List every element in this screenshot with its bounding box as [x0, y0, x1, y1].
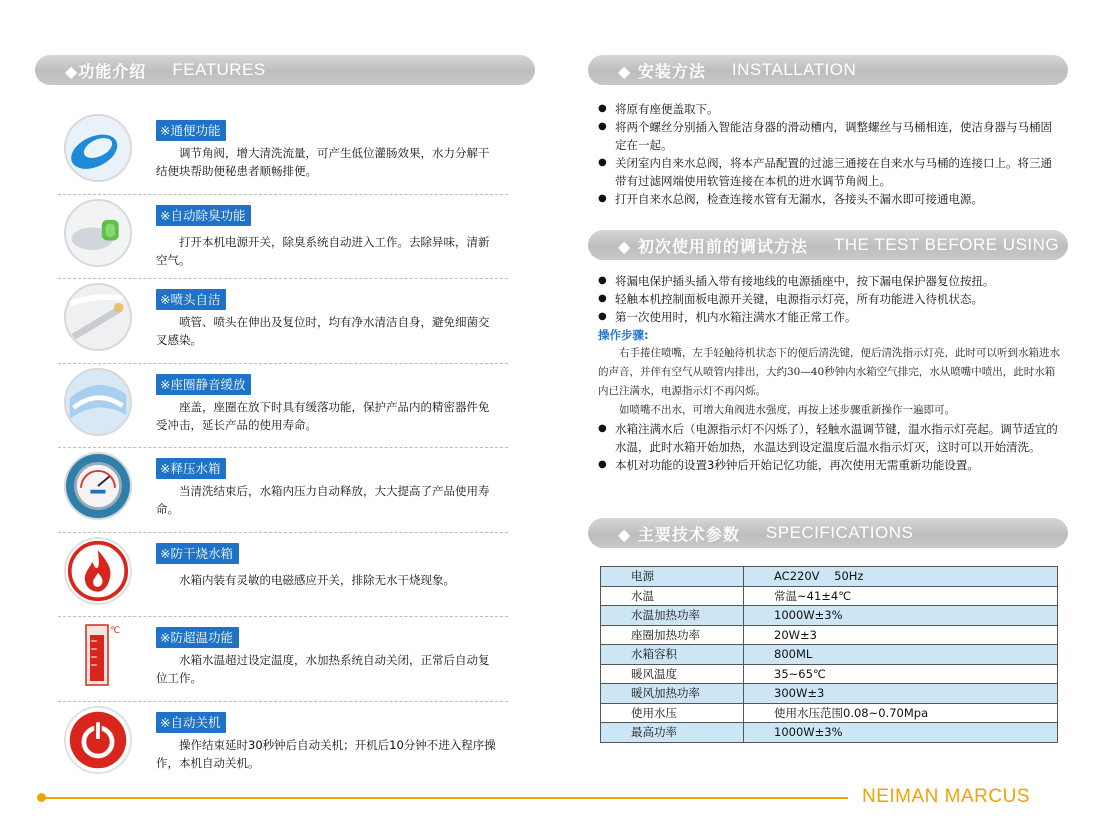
test-section [598, 272, 1063, 474]
features-header [35, 55, 535, 85]
feature-item [58, 533, 508, 618]
installation-step: ● 打开自来水总阀，检查连接水管有无漏水，各接头不漏水即可接通电源。 [598, 190, 1063, 208]
feature-item [58, 195, 508, 280]
feature-title: ※自动除臭功能 [156, 205, 251, 226]
feature-title: ※释压水箱 [156, 458, 226, 479]
feature-item [58, 110, 508, 195]
table-row [601, 664, 1058, 684]
water-temp-note: ● 水箱注满水后（电源指示灯不闪烁了），轻触水温调节键，温水指示灯亮起。调节适宜的水温，此时水箱开始加热，水温达到设定温度后温水指示灯灭，这时可以开始清洗。 [598, 420, 1063, 456]
features-list [58, 110, 508, 786]
installation-step: ● 将两个螺丝分别插入智能洁身器的滑动槽内，调整螺丝与马桶相连，使洁身器与马桶固定在一起。 [598, 118, 1063, 154]
spec-key: 暖风加热功率 [601, 684, 744, 704]
feature-desc: 打开本机电源开关，除臭系统自动进入工作。去除异味，清新空气。 [156, 234, 490, 267]
feature-item [58, 617, 508, 702]
installation-step: ● 将原有座便盖取下。 [598, 100, 1063, 118]
specs-header-cn: ◆ 主要技术参数 [618, 524, 740, 544]
feature-title: ※喷头自洁 [156, 289, 226, 310]
installation-header-cn: ◆ 安装方法 [618, 61, 706, 81]
brand-name: NEIMAN MARCUS [862, 786, 1031, 807]
table-row [601, 567, 1058, 587]
spec-value: 1000W±3% [744, 606, 1058, 626]
feature-desc: 操作结束延时30秒钟后自动关机；开机后10分钟不进入程序操作，本机自动关机。 [156, 737, 496, 770]
feature-title: ※自动关机 [156, 712, 226, 733]
feature-title: ※防干烧水箱 [156, 543, 239, 564]
footer-line [42, 797, 848, 799]
installation-list [598, 100, 1063, 208]
operation-steps-label: 操作步骤: [598, 328, 649, 342]
test-step: ● 将漏电保护插头插入带有接地线的电源插座中，按下漏电保护器复位按扭。 [598, 272, 1063, 290]
spec-key: 最高功率 [601, 723, 744, 743]
flame-icon [64, 537, 132, 605]
feature-title: ※座圈静音缓放 [156, 374, 251, 395]
table-row [601, 703, 1058, 723]
operation-steps-note: 如喷嘴不出水，可增大角阀进水强度，再按上述步骤重新操作一遍即可。 [619, 404, 955, 416]
memory-note: ● 本机对功能的设置3秒钟后开始记忆功能，再次使用无需重新功能设置。 [598, 456, 1063, 474]
spec-value: AC220V 50Hz [744, 567, 1058, 587]
spec-key: 水温 [601, 586, 744, 606]
table-row [601, 684, 1058, 704]
table-row [601, 723, 1058, 743]
feature-item [58, 448, 508, 533]
nozzle-icon [64, 283, 132, 351]
feature-title: ※通便功能 [156, 120, 226, 141]
spec-value: 800ML [744, 645, 1058, 665]
spec-key: 使用水压 [601, 703, 744, 723]
spec-value: 35~65℃ [744, 664, 1058, 684]
test-header-cn: ◆ 初次使用前的调试方法 [618, 236, 808, 256]
spec-key: 水箱容积 [601, 645, 744, 665]
table-row [601, 625, 1058, 645]
feature-desc: 水箱内装有灵敏的电磁感应开关，排除无水干烧现象。 [179, 572, 455, 587]
operation-steps-text: 右手捲住喷嘴，左手轻触待机状态下的便后清洗键，便后清洗指示灯亮，此时可以听到水箱进水的声音，并伴有空气从喷管内排出，大约30—40秒钟内水箱空气排完，水从喷嘴中喷出，此时水箱内已注满水，电源指示灯不再闪烁。 [598, 347, 1060, 397]
specs-header [588, 518, 1068, 548]
features-header-cn: ◆功能介绍 [65, 61, 147, 81]
feature-item [58, 279, 508, 364]
power-icon [64, 706, 132, 774]
feature-desc: 当清洗结束后，水箱内压力自动释放，大大提高了产品使用寿命。 [156, 484, 490, 516]
spec-value: 20W±3 [744, 625, 1058, 645]
test-header-en: THE TEST BEFORE USING [833, 235, 1060, 254]
spec-value: 常温~41±4℃ [744, 586, 1058, 606]
svg-text:℃: ℃ [110, 626, 121, 636]
spec-key: 座圈加热功率 [601, 625, 744, 645]
feature-desc: 调节角阀，增大清洗流量，可产生低位灌肠效果，水力分解干结便块帮助便秘患者顺畅排便。 [156, 146, 490, 178]
spec-key: 暖风温度 [601, 664, 744, 684]
feature-desc: 喷管、喷头在伸出及复位时，均有净水清洁自身，避免细菌交叉感染。 [156, 315, 490, 347]
table-row [601, 645, 1058, 665]
feature-item [58, 364, 508, 449]
washing-wand-icon [64, 114, 132, 182]
installation-header-en: INSTALLATION [731, 60, 857, 79]
table-row [601, 606, 1058, 626]
specs-header-en: SPECIFICATIONS [765, 523, 914, 542]
feature-title: ※防超温功能 [156, 627, 239, 648]
spec-value: 1000W±3% [744, 723, 1058, 743]
installation-header [588, 55, 1068, 85]
spec-value: 300W±3 [744, 684, 1058, 704]
spec-key: 水温加热功率 [601, 606, 744, 626]
specs-table [600, 566, 1058, 743]
pressure-gauge-icon [64, 452, 132, 520]
spec-key: 电源 [601, 567, 744, 587]
feature-desc: 水箱水温超过设定温度，水加热系统自动关闭，正常后自动复位工作。 [156, 653, 490, 685]
feature-item [58, 702, 508, 787]
table-row [601, 586, 1058, 606]
spec-value: 使用水压范围0.08~0.70Mpa [744, 703, 1058, 723]
installation-step: ● 关闭室内自来水总阀，将本产品配置的过滤三通接在自来水与马桶的连接口上。将三通带有过滤网端使用软管连接在本机的进水调节角阀上。 [598, 154, 1063, 190]
test-step: ● 轻触本机控制面板电源开关键，电源指示灯亮，所有功能进入待机状态。 [598, 290, 1063, 308]
features-header-en: FEATURES [172, 60, 266, 79]
test-header [588, 230, 1068, 260]
feature-desc: 座盖，座圈在放下时具有缓落功能，保护产品内的精密器件免受冲击，延长产品的使用寿命。 [156, 399, 490, 432]
test-step: ● 第一次使用时，机内水箱注满水才能正常工作。 [598, 308, 1063, 326]
deodorize-icon [64, 199, 132, 267]
thermometer-icon [64, 621, 132, 689]
seat-cushion-icon [64, 368, 132, 436]
